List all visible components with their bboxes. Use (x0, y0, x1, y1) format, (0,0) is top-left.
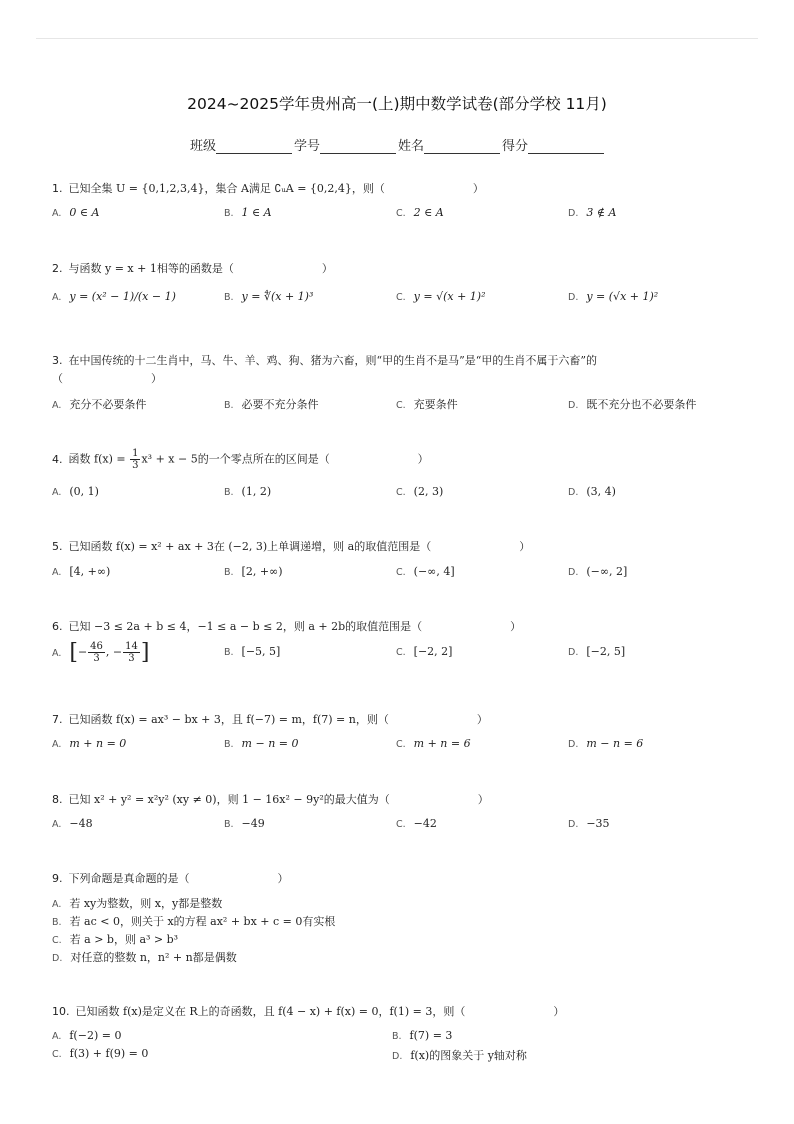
option-label: B. (392, 1031, 402, 1042)
option-text: −35 (586, 817, 610, 830)
numerator: 14 (125, 641, 138, 652)
question-text-pre: 函数 f(x) = (68, 452, 130, 466)
option-text: 充分不必要条件 (69, 398, 147, 411)
question-3-stem-cont (52, 370, 162, 386)
option-text: −42 (413, 817, 437, 830)
option-text: 充要条件 (413, 398, 458, 411)
option-text: f(x)的图象关于 y轴对称 (410, 1049, 527, 1062)
question-4-stem (52, 448, 429, 471)
option-label: D. (568, 487, 579, 498)
option-text: 必要不充分条件 (241, 398, 319, 411)
option-label: D. (568, 292, 579, 303)
q7-option-a[interactable] (52, 737, 126, 750)
numerator: 46 (90, 641, 103, 652)
q8-option-b[interactable] (224, 817, 265, 830)
fraction (130, 448, 140, 471)
q6-option-a[interactable]: A. [− $\frac{46}{3}$ , − $\frac{14}{3}$ ] (52, 640, 150, 665)
q3-option-d[interactable] (568, 396, 696, 412)
question-2-stem (52, 260, 333, 276)
option-label: C. (396, 292, 406, 303)
question-text: 已知全集 U = {0,1,2,3,4}，集合 A满足 ∁ᵤA = {0,2,4}，则（ ） (68, 182, 484, 195)
q5-option-b[interactable] (224, 565, 283, 578)
question-text: 已知 −3 ≤ 2a + b ≤ 4，−1 ≤ a − b ≤ 2，则 a + 2b的取值范围是（ ） (68, 620, 522, 633)
q1-option-a[interactable] (52, 206, 99, 219)
option-label: B. (224, 208, 234, 219)
option-label: C. (396, 819, 406, 830)
option-label: B. (224, 292, 234, 303)
score-blank[interactable] (528, 139, 604, 154)
q8-option-a[interactable] (52, 817, 93, 830)
option-text: (2, 3) (413, 485, 444, 498)
q10-option-c[interactable] (52, 1047, 148, 1060)
option-label: C. (52, 935, 62, 946)
q10-option-b[interactable] (392, 1029, 452, 1042)
question-text: 在中国传统的十二生肖中，马、牛、羊、鸡、狗、猪为六畜，则“甲的生肖不是马”是“甲的生肖不属于六畜”的 (68, 354, 597, 367)
question-number: 10. (52, 1005, 70, 1018)
option-label: D. (52, 953, 63, 964)
q3-option-b[interactable] (224, 396, 319, 412)
question-number: 2. (52, 262, 63, 275)
question-text: 已知函数 f(x) = ax³ − bx + 3，且 f(−7) = m，f(7) = n，则（ ） (68, 713, 488, 726)
option-text: y = (√x + 1)² (586, 290, 659, 303)
option-label: B. (224, 739, 234, 750)
option-text: y = ∜(x + 1)³ (241, 290, 314, 303)
option-text: (1, 2) (241, 485, 272, 498)
option-label: A. (52, 819, 62, 830)
left-bracket: [ (69, 640, 78, 665)
option-label: D. (568, 819, 579, 830)
option-label: A. (52, 292, 62, 303)
q5-option-d[interactable] (568, 565, 627, 578)
q7-option-c[interactable] (396, 737, 471, 750)
q4-option-d[interactable] (568, 485, 616, 498)
option-label: A. (52, 1031, 62, 1042)
option-text: f(7) = 3 (409, 1029, 453, 1042)
option-text: y = (x² − 1)/(x − 1) (69, 290, 176, 303)
option-label: A. (52, 487, 62, 498)
option-label: B. (224, 647, 234, 658)
question-5-stem (52, 538, 530, 554)
question-text-cont: （ ） (52, 372, 162, 385)
q10-option-d[interactable] (392, 1047, 527, 1063)
option-label: D. (568, 208, 579, 219)
q5-option-c[interactable] (396, 565, 455, 578)
option-label: B. (52, 917, 62, 928)
option-text: f(3) + f(9) = 0 (69, 1047, 149, 1060)
question-7-stem (52, 711, 488, 727)
fraction (88, 641, 105, 664)
option-label: D. (568, 400, 579, 411)
option-text: (0, 1) (69, 485, 99, 498)
q8-option-d[interactable] (568, 817, 610, 830)
option-label: B. (224, 819, 234, 830)
option-label: D. (568, 739, 579, 750)
q1-option-b[interactable] (224, 206, 272, 219)
question-text: 下列命题是真命题的是（ ） (68, 872, 289, 885)
q1-option-d[interactable] (568, 206, 616, 219)
option-label: D. (568, 647, 579, 658)
q5-option-a[interactable] (52, 565, 110, 578)
option-text: [2, +∞) (241, 565, 283, 578)
question-text: 与函数 y = x + 1相等的函数是（ ） (68, 262, 333, 275)
option-label: A. (52, 400, 62, 411)
numerator: 1 (132, 448, 139, 459)
option-text: m + n = 6 (413, 737, 471, 750)
q3-option-a[interactable] (52, 396, 146, 412)
q2-option-d[interactable] (568, 290, 658, 303)
question-8-stem (52, 791, 489, 807)
option-label: C. (396, 647, 406, 658)
fraction (123, 641, 140, 664)
question-number: 8. (52, 793, 63, 806)
class-blank[interactable] (216, 139, 292, 154)
option-label: C. (396, 567, 406, 578)
q3-option-c[interactable] (396, 396, 458, 412)
q9-option-d[interactable] (52, 949, 237, 965)
option-text: (−∞, 2] (586, 565, 628, 578)
option-label: D. (568, 567, 579, 578)
option-text: 0 ∈ A (69, 206, 100, 219)
option-text: −49 (241, 817, 265, 830)
info-label-score: 得分 (502, 139, 529, 154)
option-text: m − n = 0 (241, 737, 299, 750)
option-text: 既不充分也不必要条件 (586, 398, 697, 411)
question-number: 5. (52, 540, 63, 553)
option-text: 对任意的整数 n，n² + n都是偶数 (70, 951, 237, 964)
q9-option-c[interactable] (52, 931, 178, 947)
option-label: B. (224, 487, 234, 498)
page-title: 2024~2025学年贵州高一(上)期中数学试卷(部分学校 11月) (187, 95, 607, 113)
option-text: m + n = 0 (69, 737, 127, 750)
question-number: 3. (52, 354, 63, 367)
question-number: 4. (52, 452, 63, 466)
option-text: [−5, 5] (241, 645, 281, 658)
denominator: 3 (132, 460, 139, 471)
option-text: 若 xy为整数，则 x，y都是整数 (69, 897, 223, 910)
option-label: B. (224, 400, 234, 411)
option-text: 若 ac < 0，则关于 x的方程 ax² + bx + c = 0有实根 (69, 915, 336, 928)
option-label: A. (52, 567, 62, 578)
option-label: C. (396, 400, 406, 411)
question-number: 6. (52, 620, 63, 633)
question-text-post: x³ + x − 5的一个零点所在的区间是（ ） (141, 452, 429, 466)
option-text: m − n = 6 (586, 737, 644, 750)
q8-option-c[interactable] (396, 817, 437, 830)
q6-option-b[interactable] (224, 645, 280, 658)
q7-option-d[interactable] (568, 737, 643, 750)
q4-option-a[interactable] (52, 485, 99, 498)
student-info-line (190, 135, 606, 154)
question-10-stem (52, 1003, 564, 1019)
q2-option-c[interactable] (396, 290, 486, 303)
question-number: 7. (52, 713, 63, 726)
option-text: [−2, 5] (586, 645, 626, 658)
option-text: [4, +∞) (69, 565, 111, 578)
option-label: B. (224, 567, 234, 578)
question-text: 已知函数 f(x) = x² + ax + 3在 (−2, 3)上单调递增，则 a的取值范围是（ ） (68, 540, 531, 553)
option-text: [−2, 2] (413, 645, 453, 658)
question-6-stem (52, 618, 521, 634)
question-number: 1. (52, 182, 63, 195)
option-label: C. (396, 487, 406, 498)
option-text: (−∞, 4] (413, 565, 455, 578)
option-text: −48 (69, 817, 93, 830)
question-9-stem (52, 870, 289, 886)
option-label: A. (52, 899, 62, 910)
name-blank[interactable] (424, 139, 500, 154)
option-label: C. (396, 208, 406, 219)
q9-option-a[interactable] (52, 895, 222, 911)
option-text: 1 ∈ A (241, 206, 272, 219)
option-text: y = √(x + 1)² (413, 290, 486, 303)
q2-option-b[interactable] (224, 290, 313, 303)
info-label-class: 班级 (190, 139, 217, 154)
q2-option-a[interactable] (52, 290, 176, 303)
question-1-stem (52, 180, 484, 196)
option-label: C. (396, 739, 406, 750)
option-label: C. (52, 1049, 62, 1060)
option-text: 2 ∈ A (413, 206, 444, 219)
option-label: A. (52, 647, 62, 659)
question-text: 已知函数 f(x)是定义在 R上的奇函数，且 f(4 − x) + f(x) = 0，f(1) = 3，则（ ） (75, 1005, 565, 1018)
option-text: 3 ∉ A (586, 206, 617, 219)
option-label: A. (52, 739, 62, 750)
q4-option-b[interactable] (224, 485, 271, 498)
id-blank[interactable] (320, 139, 396, 154)
right-bracket: ] (140, 640, 150, 665)
question-3-stem (52, 352, 597, 368)
q9-option-b[interactable] (52, 913, 335, 929)
q7-option-b[interactable] (224, 737, 298, 750)
q4-option-c[interactable] (396, 485, 443, 498)
question-text: 已知 x² + y² = x²y² (xy ≠ 0)，则 1 − 16x² − 9y²的最大值为（ ） (68, 793, 489, 806)
q6-option-c[interactable] (396, 645, 452, 658)
info-label-name: 姓名 (398, 139, 425, 154)
info-label-id: 学号 (294, 139, 321, 154)
q10-option-a[interactable] (52, 1029, 121, 1042)
question-number: 9. (52, 872, 63, 885)
top-divider (36, 38, 758, 39)
denominator: 3 (93, 653, 100, 664)
option-label: D. (392, 1051, 403, 1062)
denominator: 3 (128, 653, 135, 664)
q6-option-d[interactable] (568, 645, 625, 658)
option-text: 若 a > b，则 a³ > b³ (69, 933, 179, 946)
option-text: f(−2) = 0 (69, 1029, 122, 1042)
option-text: (3, 4) (586, 485, 616, 498)
option-label: A. (52, 208, 62, 219)
q1-option-c[interactable] (396, 206, 444, 219)
